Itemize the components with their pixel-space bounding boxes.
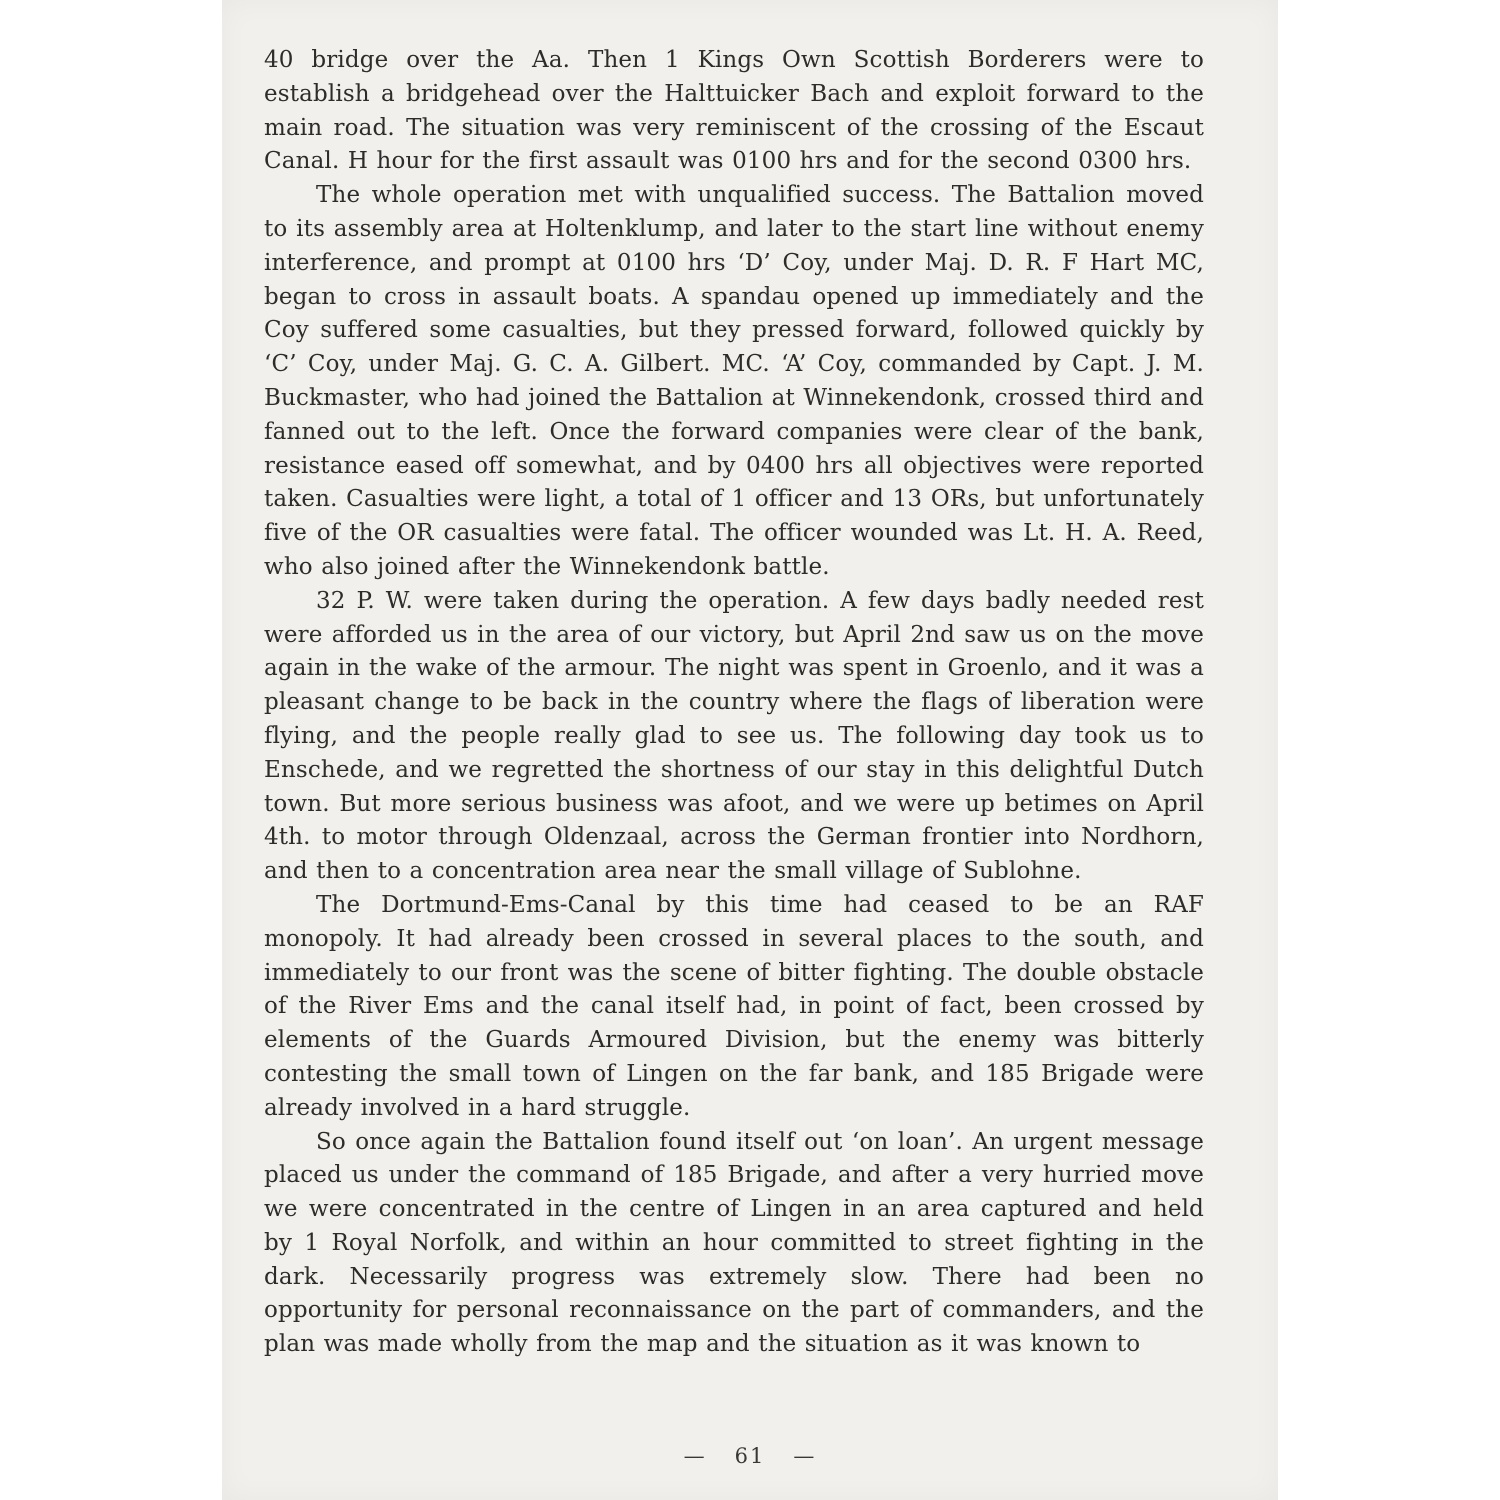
book-page: [222, 0, 1278, 1500]
folio-dash-left: —: [683, 1444, 707, 1468]
folio-dash-right: —: [793, 1444, 817, 1468]
page-footer: [222, 1444, 1278, 1468]
paragraph-prisoners: 32 P. W. were taken during the operation. A few days badly needed rest were afforded us in the area of our victory, but April 2nd saw us on the move again in the wake of the armour. The night was spent in Groenlo, and it was a pleasant change to be back in the country where the flags of liberation were flying, and the people really glad to see us. The following day took us to Enschede, and we regretted the shortness of our stay in this delightful Dutch town. But more serious business was afoot, and we were up betimes on April 4th. to motor through Oldenzaal, across the German frontier into Nordhorn, and then to a concentration area near the small village of Sublohne.: [264, 587, 1204, 885]
body-text: [264, 44, 1204, 1362]
paragraph-continuation: 40 bridge over the Aa. Then 1 Kings Own Scottish Borderers were to establish a bridgehead over the Halttuicker Bach and exploit forward to the main road. The situation was very reminiscent of the crossing of the Escaut Canal. H hour for the first assault was 0100 hrs and for the second 0300 hrs.: [264, 47, 1204, 175]
paragraph-canal: The Dortmund-Ems-Canal by this time had ceased to be an RAF monopoly. It had already been crossed in several places to the south, and immediately to our front was the scene of bitter fighting. The double obstacle of the River Ems and the canal itself had, in point of fact, been crossed by elements of the Guards Armoured Division, but the enemy was bitterly contesting the small town of Lingen on the far bank, and 185 Brigade were already involved in a hard struggle.: [264, 891, 1204, 1121]
page-number: 61: [734, 1444, 766, 1468]
paragraph-operation: The whole operation met with unqualified success. The Battalion moved to its assembly area at Holtenklump, and later to the start line without enemy interference, and prompt at 0100 hrs ‘D’ Coy, under Maj. D. R. F Hart MC, began to cross in assault boats. A spandau opened up immediately and the Coy suffered some casualties, but they pressed forward, followed quickly by ‘C’ Coy, under Maj. G. C. A. Gilbert. MC. ‘A’ Coy, commanded by Capt. J. M. Buckmaster, who had joined the Battalion at Winnekendonk, crossed third and fanned out to the left. Once the forward companies were clear of the bank, resistance eased off somewhat, and by 0400 hrs all objectives were reported taken. Casualties were light, a total of 1 officer and 13 ORs, but unfortunately five of the OR casualties were fatal. The officer wounded was Lt. H. A. Reed, who also joined after the Winnekendonk battle.: [264, 182, 1204, 580]
paragraph-on-loan: So once again the Battalion found itself out ‘on loan’. An urgent message placed us under the command of 185 Brigade, and after a very hurried move we were concentrated in the centre of Lingen in an area captured and held by 1 Royal Norfolk, and within an hour committed to street fighting in the dark. Necessarily progress was extremely slow. There had been no opportunity for personal reconnaissance on the part of commanders, and the plan was made wholly from the map and the situation as it was known to: [264, 1128, 1204, 1358]
